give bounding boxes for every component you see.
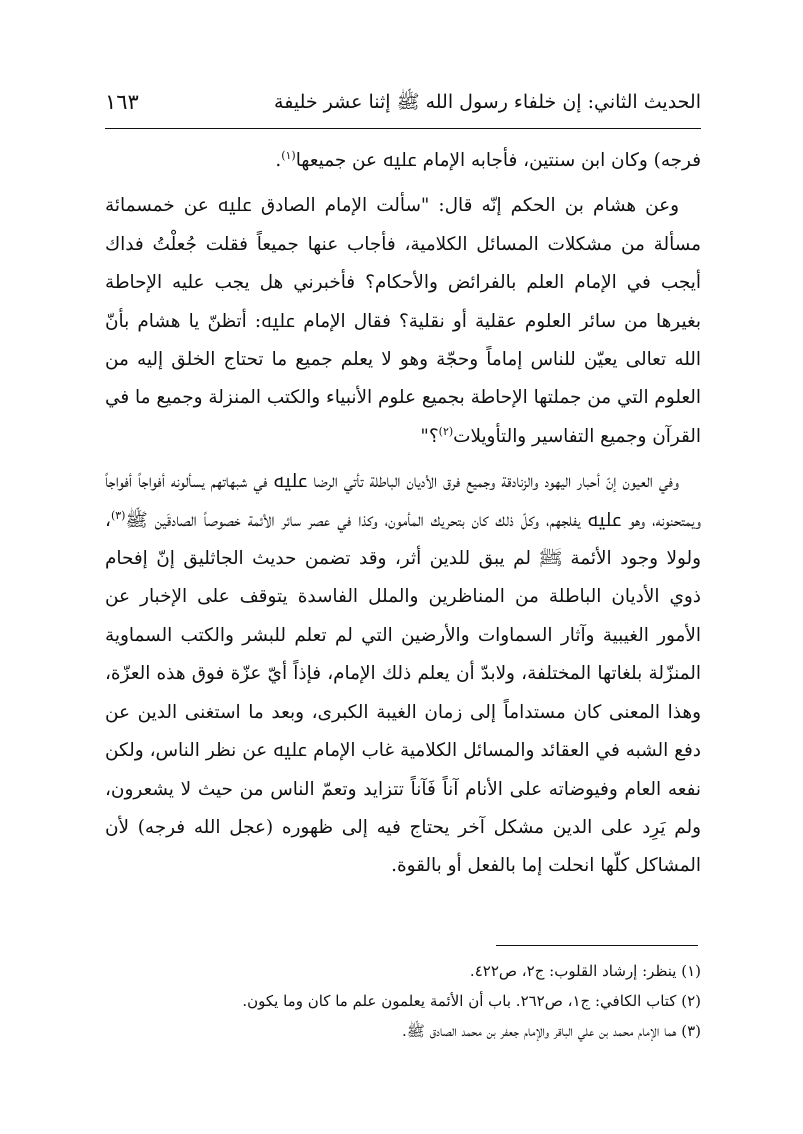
main-text bbox=[105, 142, 701, 893]
paragraph-text: فرجه) وكان ابن سنتين، فأجابه الإمام ﷷ عن جميعها bbox=[295, 150, 701, 171]
paragraph bbox=[105, 463, 701, 885]
page-number: ١٦٣ bbox=[105, 90, 139, 114]
footnote-ref: (٣) bbox=[110, 508, 126, 522]
running-title: الحديث الثاني: إن خلفاء رسول الله ﷺ إثنا عشر خليفة bbox=[274, 91, 701, 113]
paragraph-text: وعن هشام بن الحكم إنّه قال: "سألت الإمام الصادق ﷷ عن خمسمائة مسألة من مشكلات المسائل الكلامية، فأجاب عنها جميعاً فقلت جُعلْتُ فداك أيجب في الإمام العلم بالفرائض والأحكام؟ فأخبرني هل يجب عليه الإحاطة بغيرها من سائر العلوم عقلية أو نقلية؟ فقال الإمام ﷷ: أتظنّ يا هشام بأنّ الله تعالى يعيّن للناس إماماً وحجّة وهو لا يعلم جميع ما تحتاج الخلق إليه من العلوم التي من جملتها الإحاطة بجميع علوم الأنبياء والكتب المنزلة وجميع ما في القرآن وجميع التفاسير والتأويلات bbox=[105, 195, 701, 447]
footnote-ref: (١) bbox=[281, 148, 296, 162]
header-divider bbox=[105, 128, 701, 129]
page-header bbox=[105, 88, 701, 122]
footnote: (٣) هما الإمام محمد بن علي الباقر والإمام جعفر بن محمد الصادق ﷺ. bbox=[401, 1022, 701, 1040]
footnote-ref: (٢) bbox=[438, 424, 454, 438]
paragraph-tail: ؟" bbox=[420, 425, 439, 447]
footnote: (٢) كتاب الكافي: ج١، ص٢٦٢. باب أن الأئمة يعلمون علم ما كان وما يكون. bbox=[242, 992, 701, 1010]
footnotes bbox=[105, 956, 701, 1046]
paragraph: فرجه) وكان ابن سنتين، فأجابه الإمام ﷷ عن جميعها$^{(١)}$. bbox=[275, 148, 701, 171]
paragraph-text: وفي العيون إنّ أحبار اليهود والزنادقة وجميع فرق الأديان الباطلة تأتي الرضا ﷷ في شبهاتهم يسألونه أفواجاً أفواجاً ويمتحنونه، وهو ﷷ يفلجهم، وكلّ ذلك كان بتحريك المأمون، وكذا في عصر سائر الأئمة خصوصاً الصادقَين ﷺ bbox=[105, 471, 701, 531]
footnote: (١) ينظر: إرشاد القلوب: ج٢، ص٤٢٢. bbox=[469, 962, 701, 980]
footnote-divider bbox=[496, 945, 698, 946]
paragraph bbox=[105, 187, 701, 456]
paragraph-tail: ، ولولا وجود الأئمة ﷺ لم يبق للدين أثر، وقد تضمن حديث الجاثليق إنّ إفحام ذوي الأديان الباطلة من المناظرين والملل الفاسدة يتوقف على الإخبار عن الأمور الغيبية وآثار السماوات والأرضين التي لم تعلم للبشر والكتب السماوية المنزّلة بلغاتها المختلفة، ولابدّ أن يعلم ذلك الإمام، فإذاً أيّ عزّة فوق هذه العزّة، وهذا المعنى كان مستداماً إلى زمان الغيبة الكبرى، وبعد ما استغنى الدين عن دفع الشبه في العقائد والمسائل الكلامية غاب الإمام ﷷ عن نظر الناس، ولكن نفعه العام وفيوضاته على الأنام آناً فَآناً تتزايد وتعمّ الناس من حيث لا يشعرون، ولم يَرِد على الدين مشكل آخر يحتاج فيه إلى ظهوره (عجل الله فرجه) لأن المشاكل كلّها انحلت إما بالفعل أو بالقوة. bbox=[105, 509, 701, 877]
